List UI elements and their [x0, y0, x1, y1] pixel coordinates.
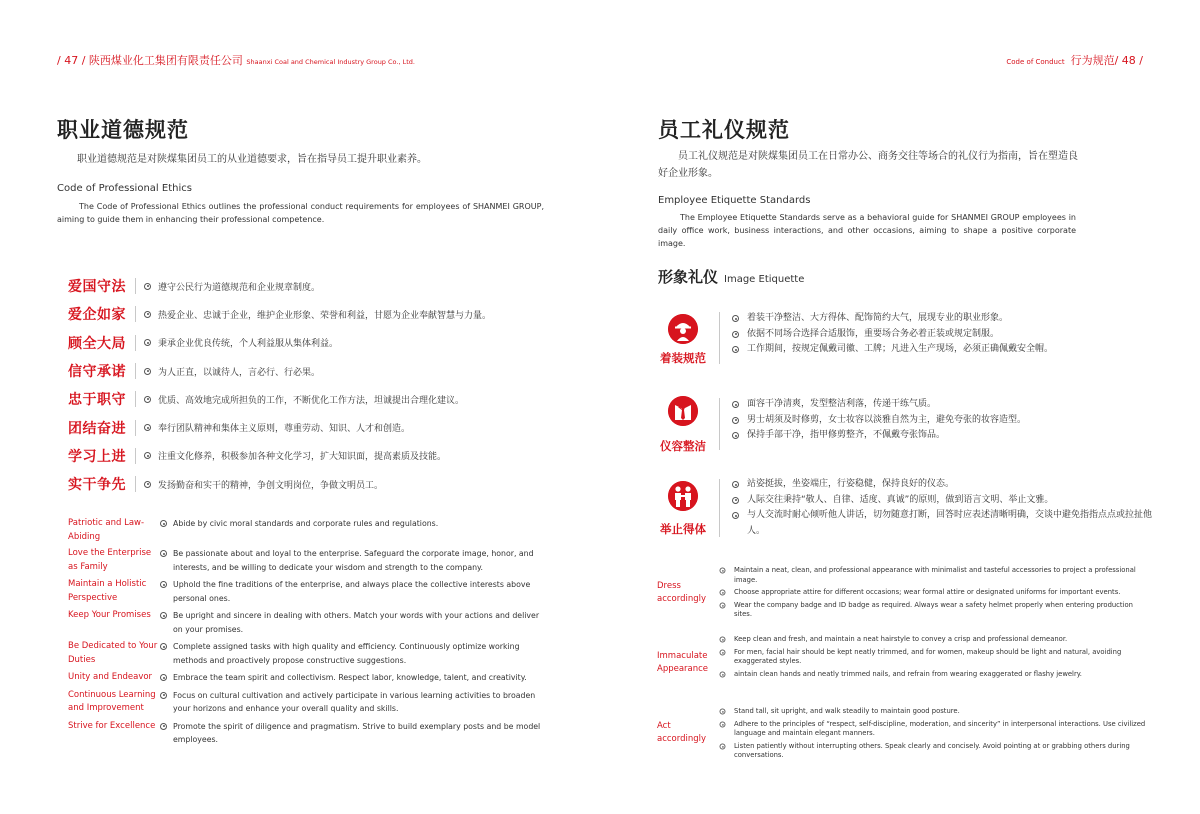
virtue-row	[68, 329, 568, 357]
virtue-desc: 热爱企业、忠诚于企业，维护企业形象、荣誉和利益，甘愿为企业奉献智慧与力量。	[158, 310, 492, 321]
list-item: Maintain a neat, clean, and professional appearance with minimalist and tasteful accessories to project a professional image.	[719, 566, 1151, 585]
bullet-icon	[144, 396, 151, 403]
bullet-icon	[144, 283, 151, 290]
divider	[135, 448, 136, 464]
virtue-en-row	[68, 609, 548, 636]
group-label-en: Immaculate Appearance	[657, 651, 709, 674]
virtue-en-title: Continuous Learning and Improvement	[68, 689, 156, 713]
bullet-icon	[144, 452, 151, 459]
virtue-en-desc: Embrace the team spirit and collectivism. Respect labor, knowledge, talent, and creativity.	[173, 673, 527, 682]
bullet-icon	[160, 643, 167, 650]
header-right	[1006, 52, 1143, 68]
virtue-row	[68, 357, 568, 385]
etiquette-group-appearance	[657, 396, 1157, 456]
company-name-zh: 陕西煤业化工集团有限责任公司	[88, 54, 243, 67]
virtue-title: 信守承诺	[68, 364, 126, 381]
list-item: 站姿挺拔，坐姿端庄，行姿稳健，保持良好的仪态。	[732, 477, 1152, 493]
bullet-icon	[160, 674, 167, 681]
divider	[135, 278, 136, 294]
group-items-en	[719, 566, 1151, 623]
list-item: 依据不同场合选择合适服饰，重要场合务必着正装或规定制服。	[732, 327, 1152, 343]
list-item: 着装干净整洁、大方得体、配饰简约大气，展现专业的职业形象。	[732, 311, 1152, 327]
en-title-right: Employee Etiquette Standards	[658, 195, 811, 206]
divider	[135, 476, 136, 492]
code-of-conduct-label: Code of Conduct	[1006, 58, 1065, 66]
bullet-icon	[732, 315, 739, 322]
virtue-row	[68, 300, 568, 328]
group-items-behavior	[732, 477, 1152, 539]
bullet-icon	[720, 637, 726, 643]
bullet-icon	[160, 692, 167, 699]
list-item: Choose appropriate attire for different occasions; wear formal attire or designated uniforms for important events.	[719, 588, 1151, 598]
worker-helmet-icon	[668, 314, 698, 344]
right-page	[600, 0, 1200, 814]
page-number-left: / 47 /	[57, 54, 86, 67]
list-item: Listen patiently without interrupting others. Speak clearly and concisely. Avoid pointing at or grabbing others during conversations.	[719, 742, 1151, 761]
virtue-en-title: Love the Enterprise as Family	[68, 548, 152, 572]
divider	[135, 420, 136, 436]
intro-zh-right: 员工礼仪规范是对陕煤集团员工在日常办公、商务交往等场合的礼仪行为指南，旨在塑造良好企业形象。	[658, 151, 1078, 179]
virtue-desc: 秉承企业优良传统，个人利益服从集体利益。	[158, 339, 339, 350]
group-items-dress	[732, 311, 1152, 358]
bullet-icon	[144, 368, 151, 375]
divider	[719, 479, 720, 537]
section-heading-en: Image Etiquette	[724, 274, 805, 285]
virtue-en-desc: Promote the spirit of diligence and pragmatism. Strive to build exemplary posts and be model employees.	[173, 721, 541, 744]
bullet-icon	[732, 497, 739, 504]
virtue-en-desc: Be upright and sincere in dealing with others. Match your words with your actions and deliver on your promises.	[173, 611, 540, 634]
bullet-icon	[720, 709, 726, 715]
virtue-en-desc: Complete assigned tasks with high quality and efficiency. Continuously optimize working methods and proactively propose constructive suggestions.	[173, 642, 520, 665]
virtue-en-row	[68, 671, 548, 685]
bullet-icon	[720, 602, 726, 608]
virtue-title: 实干争先	[68, 477, 126, 494]
bullet-icon	[720, 568, 726, 574]
virtue-desc: 注重文化修养，积极参加各种文化学习，扩大知识面，提高素质及技能。	[158, 452, 447, 463]
bullet-icon	[732, 401, 739, 408]
bullet-icon	[160, 581, 167, 588]
en-title-left: Code of Professional Ethics	[57, 183, 192, 194]
group-label-dress: 着装规范	[660, 351, 706, 365]
virtue-en-row	[68, 689, 548, 716]
virtue-en-desc: Be passionate about and loyal to the enterprise. Safeguard the corporate image, honor, and interests, and be willing to dedicate your wisdom and strength to the company.	[173, 549, 534, 572]
virtue-en-title: Be Dedicated to Your Duties	[68, 641, 158, 665]
virtue-en-row	[68, 517, 548, 544]
group-items-en	[719, 635, 1151, 682]
virtue-desc: 发扬勤奋和实干的精神，争创文明岗位，争做文明员工。	[158, 480, 384, 491]
header-left	[57, 52, 415, 68]
virtue-en-title: Strive for Excellence	[68, 720, 156, 731]
divider	[135, 391, 136, 407]
intro-zh-left: 职业道德规范是对陕煤集团员工的从业道德要求，旨在指导员工提升职业素养。	[77, 154, 427, 165]
virtue-title: 团结奋进	[68, 420, 126, 437]
virtue-en-desc: Abide by civic moral standards and corporate rules and regulations.	[173, 519, 439, 528]
virtue-en-desc: Uphold the fine traditions of the enterprise, and always place the collective interests above personal ones.	[173, 580, 531, 603]
virtue-en-row	[68, 640, 548, 667]
divider	[719, 312, 720, 364]
etiquette-group-dress	[657, 310, 1157, 370]
list-item: 与人交流时耐心倾听他人讲话，切勿随意打断，回答时应表述清晰明确，交谈中避免指指点点或拉扯他人。	[732, 508, 1152, 539]
virtue-title: 顾全大局	[68, 335, 126, 352]
bullet-icon	[160, 520, 167, 527]
bullet-icon	[732, 512, 739, 519]
virtues-en-list	[68, 517, 548, 747]
bullet-icon	[732, 346, 739, 353]
virtue-en-desc: Focus on cultural cultivation and actively participate in various learning activities to broaden your horizons and enhance your overall quality and skills.	[173, 690, 536, 713]
list-item: 面容干净清爽，发型整洁利落，传递干练气质。	[732, 397, 1152, 413]
virtue-title: 爱国守法	[68, 279, 126, 296]
list-item: Wear the company badge and ID badge as required. Always wear a safety helmet properly when entering production sites.	[719, 601, 1151, 620]
intro-en-left: The Code of Professional Ethics outlines the professional conduct requirements for employees of SHANMEI GROUP, aiming to guide them in enhancing their professional competence.	[57, 202, 544, 224]
group-label-en: Act accordingly	[657, 721, 707, 744]
list-item: 保持手部干净，指甲修剪整齐，不佩戴夸张饰品。	[732, 428, 1152, 444]
list-item: 人际交往秉持“敬人、自律、适度、真诚”的原则，做到语言文明、举止文雅。	[732, 493, 1152, 509]
group-label-behavior: 举止得体	[660, 522, 706, 536]
virtue-en-title: Maintain a Holistic Perspective	[68, 579, 147, 603]
group-label-appearance: 仪容整洁	[660, 439, 706, 453]
page-title-left: 职业道德规范	[57, 118, 189, 142]
bullet-icon	[144, 311, 151, 318]
divider	[135, 363, 136, 379]
virtue-row	[68, 385, 568, 413]
divider	[719, 398, 720, 450]
bullet-icon	[720, 671, 726, 677]
virtue-title: 爱企如家	[68, 307, 126, 324]
people-greeting-icon	[668, 481, 698, 511]
list-item: aintain clean hands and neatly trimmed nails, and refrain from wearing exaggerated or flashy jewelry.	[719, 670, 1151, 680]
bullet-icon	[720, 590, 726, 596]
section-heading-zh: 形象礼仪	[658, 268, 719, 286]
list-item: 工作期间，按规定佩戴司徽、工牌；凡进入生产现场，必须正确佩戴安全帽。	[732, 342, 1152, 358]
group-label-en: Dress accordingly	[657, 581, 707, 604]
virtue-en-row	[68, 547, 548, 574]
group-items-appearance	[732, 397, 1152, 444]
bullet-icon	[720, 721, 726, 727]
bullet-icon	[732, 432, 739, 439]
virtue-en-title: Keep Your Promises	[68, 610, 151, 620]
bullet-icon	[160, 723, 167, 730]
list-item: Keep clean and fresh, and maintain a neat hairstyle to convey a crisp and professional demeanor.	[719, 635, 1151, 645]
company-name-en: Shaanxi Coal and Chemical Industry Group Co., Ltd.	[246, 58, 415, 66]
virtue-desc: 遵守公民行为道德规范和企业规章制度。	[158, 282, 321, 293]
virtue-en-row	[68, 578, 548, 605]
suit-tie-icon	[668, 396, 698, 426]
bullet-icon	[732, 417, 739, 424]
virtue-desc: 奉行团队精神和集体主义原则，尊重劳动、知识、人才和创造。	[158, 424, 411, 435]
bullet-icon	[144, 339, 151, 346]
bullet-icon	[144, 481, 151, 488]
virtue-en-title: Patriotic and Law-Abiding	[68, 518, 145, 542]
etiquette-group-behavior	[657, 477, 1157, 547]
virtue-desc: 优质、高效地完成所担负的工作，不断优化工作方法，坦诚提出合理化建议。	[158, 395, 465, 406]
bullet-icon	[720, 743, 726, 749]
virtue-title: 忠于职守	[68, 392, 126, 409]
bullet-icon	[144, 424, 151, 431]
intro-en-right: The Employee Etiquette Standards serve as a behavioral guide for SHANMEI GROUP employees in daily office work, business interactions, and other occasions, aiming to shape a positive corporate image.	[658, 213, 1076, 248]
bullet-icon	[720, 649, 726, 655]
divider	[135, 306, 136, 322]
page-title-right: 员工礼仪规范	[658, 118, 790, 142]
virtue-en-row	[68, 720, 548, 747]
virtues-list	[68, 272, 568, 498]
virtue-row	[68, 470, 568, 498]
bullet-icon	[732, 481, 739, 488]
virtue-row	[68, 442, 568, 470]
list-item: Stand tall, sit upright, and walk steadily to maintain good posture.	[719, 707, 1151, 717]
code-of-conduct-zh: 行为规范	[1070, 54, 1115, 67]
list-item: 男士胡须及时修剪，女士妆容以淡雅自然为主，避免夸张的妆容造型。	[732, 413, 1152, 429]
page-number-right: / 48 /	[1114, 54, 1143, 67]
list-item: For men, facial hair should be kept neatly trimmed, and for women, makeup should be light and natural, avoiding exaggerated styles.	[719, 648, 1151, 667]
bullet-icon	[160, 612, 167, 619]
bullet-icon	[732, 331, 739, 338]
section-heading	[658, 266, 804, 287]
list-item: Adhere to the principles of “respect, self-discipline, moderation, and sincerity” in interpersonal interactions. Use civilized language and maintain elegant manners.	[719, 720, 1151, 739]
virtue-row	[68, 413, 568, 441]
group-items-en	[719, 707, 1151, 764]
virtue-en-title: Unity and Endeavor	[68, 672, 153, 682]
virtue-desc: 为人正直，以诚待人，言必行、行必果。	[158, 367, 321, 378]
virtue-row	[68, 272, 568, 300]
divider	[135, 335, 136, 351]
virtue-title: 学习上进	[68, 448, 126, 465]
bullet-icon	[160, 550, 167, 557]
